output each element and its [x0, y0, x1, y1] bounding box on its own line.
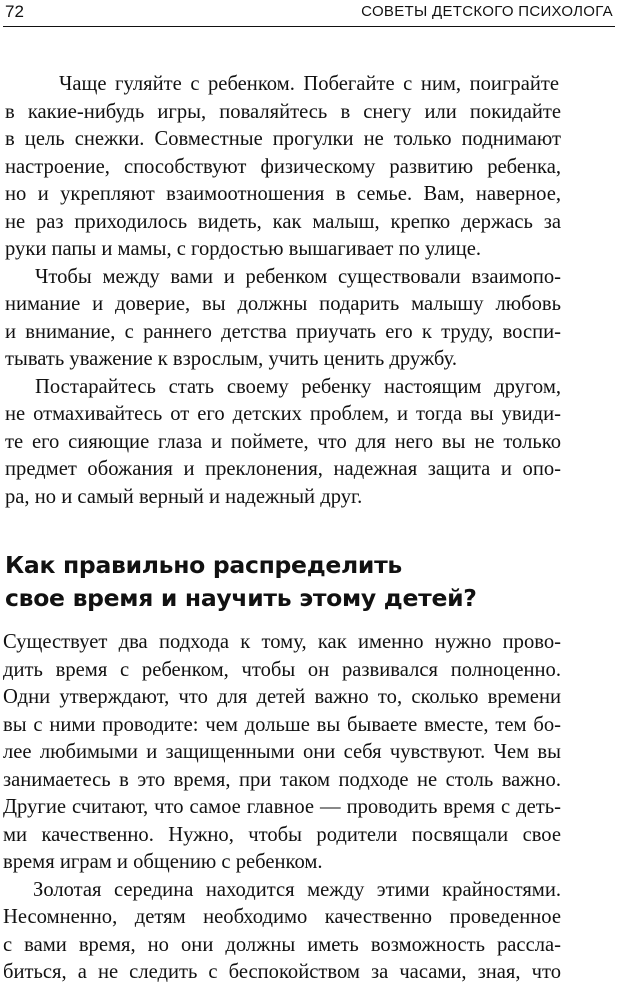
text-line: дить время с ребенком, чтобы он развивался полноценно. [3, 658, 561, 681]
text-line: Чаще гуляйте с ребенком. Побегайте с ним, поиграйте [59, 73, 559, 95]
text-line: не раз приходилось видеть, как малыш, крепко держась за [5, 210, 561, 233]
page-number: 72 [5, 2, 24, 21]
text-line: лее любимыми и защищенными они себя чувствуют. Чем вы [3, 741, 561, 763]
book-title: СОВЕТЫ ДЕТСКОГО ПСИХОЛОГА [361, 3, 613, 20]
text-line: Одни утверждают, что для детей важно то, сколько времени [3, 686, 561, 708]
text-line: в цель снежки. Совместные прогулки не только поднимают [5, 128, 561, 150]
text-line: предмет обожания и преклонения, надежная защита и опо- [5, 458, 561, 480]
text-line: занимаетесь в это время, при таком подходе не столь важно. [3, 768, 561, 791]
paragraph-block-1 [0, 71, 620, 511]
text-line: и внимание, с раннего детства приучать его к труду, воспи- [5, 320, 561, 343]
text-line: не отмахивайтесь от его детских проблем, и тогда вы увиди- [5, 403, 561, 425]
text-line: время играм и общению с ребенком. [3, 851, 323, 873]
text-line: вы с ними проводите: чем дольше вы бываете вместе, тем бо- [3, 713, 561, 736]
text-line: нимание и доверие, вы должны подарить малышу любовь [5, 293, 561, 315]
text-line: Другие считают, что самое главное — проводить время с деть- [3, 796, 561, 818]
text-line: ра, но и самый верный и надежный друг. [5, 485, 363, 508]
text-line: те его сияющие глаза и поймете, что для него вы не только [5, 430, 561, 453]
text-line: Постарайтесь стать своему ребенку настоящим другом, [35, 375, 561, 398]
text-line: тывать уважение к взрослым, учить ценить дружбу. [5, 348, 457, 370]
text-line: в какие-нибудь игры, поваляйтесь в снегу или покидайте [5, 100, 561, 123]
section-heading [5, 549, 617, 615]
text-line: Золотая середина находится между этими крайностями. [33, 878, 561, 901]
heading-line-2: свое время и научить этому детей? [5, 584, 477, 612]
text-line: биться, а не следить с беспокойством за часами, зная, что [3, 961, 561, 983]
running-head [3, 0, 615, 27]
text-line: Существует два подхода к тому, как именно нужно прово- [3, 631, 561, 653]
paragraph-block-2 [0, 629, 620, 987]
heading-line-1: Как правильно распределить [5, 551, 402, 579]
text-line: но и укрепляют взаимоотношения в семье. Вам, наверное, [5, 183, 561, 205]
text-line: руки папы и мамы, с гордостью вышагивает по улице. [5, 238, 482, 260]
text-line: ми качественно. Нужно, чтобы родители посвящали свое [3, 823, 561, 846]
text-line: Чтобы между вами и ребенком существовали взаимопо- [35, 265, 561, 288]
text-line: Несомненно, детям необходимо качественно проведенное [3, 906, 561, 928]
text-line: настроение, способствуют физическому развитию ребенка, [5, 155, 561, 178]
text-line: с вами время, но они должны иметь возможность рассла- [3, 933, 561, 956]
